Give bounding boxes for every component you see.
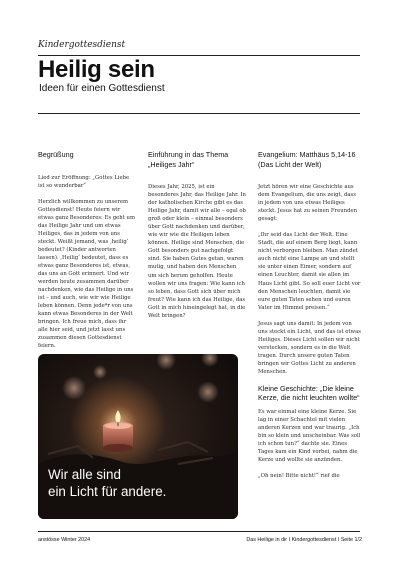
- evangelium-heading: Evangelium: Matthäus 5,14-16 (Das Licht der Welt): [258, 150, 356, 169]
- evangelium-intro: Jetzt hören wir eine Geschichte aus dem Evangelium, die uns zeigt, dass in jedem von uns etwas Heiliges steckt. Jesus hat zu seinen Freunden gesagt:: [258, 184, 358, 223]
- begruessung-lied: Lied zur Eröffnung: „Gottes Liebe ist so wunderbar“: [38, 174, 130, 189]
- story-text-continued: „Oh nein! Bitte nicht!“ rief die: [258, 473, 340, 480]
- footer-left: anstösse Winter 2024: [38, 537, 91, 543]
- column-evangelium: [258, 150, 362, 488]
- page-subtitle: Ideen für einen Gottesdienst: [39, 83, 165, 94]
- footer-right: Das Heilige in dir I Kindergottesdienst I Seite 1/2: [246, 537, 362, 543]
- story-heading: Kleine Geschichte: „Die kleine Kerze, die nicht leuchten wollte“: [258, 384, 360, 403]
- caption-line-1: Wir alle sind: [48, 467, 121, 483]
- einfuehrung-heading: Einführung in das Thema „Heiliges Jahr“: [148, 150, 229, 169]
- candle-photo: [38, 354, 238, 519]
- einfuehrung-text: Dieses Jahr, 2025, ist ein besonderes Jahr, das Heilige Jahr. In der katholischen Kirche gibt es das Heilige Jahr, damit wir alle – egal ob groß oder klein – einmal besonders über Gott nachdenken und darüber, wie wir wie die Heiligen leben können. Heilige sind Menschen, die Gott besonders gut nachgefolgt sind. Sie haben Gutes getan, waren mutig, und haben den Menschen um sich herum geholfen. Heute wollen wir uns fragen: Wie kann ich so leben, dass Gott sich über mich freut? Wie kann ich das Heilige, das Gott in mich hineingelegt hat, in die Welt bringen?: [148, 184, 246, 319]
- evangelium-explanation: Jesus sagt uns damit: In jedem von uns steckt ein Licht, und das ist etwas Heiliges. Dieses Licht sollen wir nicht verstecken, sondern es in die Welt tragen. Durch unsere guten Taten bringen wir Gottes Licht zu anderen Menschen.: [258, 320, 361, 375]
- evangelium-quote: „Ihr seid das Licht der Welt. Eine Stadt, die auf einem Berg liegt, kann nicht verborgen bleiben. Man zündet auch nicht eine Lampe an und stellt sie unter einen Eimer, sondern auf einen Leuchter, damit sie allen im Haus Licht gibt. So soll euer Licht vor den Menschen leuchten, damit sie eure guten Taten sehen und euren Vater im Himmel preisen.“: [258, 232, 361, 311]
- header-kicker: Kindergottesdienst: [38, 40, 126, 50]
- column-einfuehrung: [148, 150, 246, 328]
- page-title: Heilig sein: [38, 56, 155, 83]
- photo-caption: [48, 467, 166, 501]
- story-text: Es war einmal eine kleine Kerze. Sie lag in einer Schachtel mit vielen anderen Kerzen und war traurig. „Ich bin so klein und unscheinbar. Was soll ich schon tun?“ dachte sie. Eines Tages kam ein Kind vorbei, nahm die Kerze und wollte sie anzünden.: [258, 409, 361, 464]
- caption-line-2: ein Licht für andere.: [48, 484, 167, 500]
- footer-rule: [38, 531, 360, 532]
- begruessung-heading: Begrüßung: [38, 150, 74, 159]
- column-begruessung: [38, 150, 136, 358]
- title-rule: [38, 113, 360, 114]
- begruessung-text: Herzlich willkommen zu unserem Gottesdienst! Heute feiern wir etwas ganz Besonderes: Es geht um das Heilige Jahr und um etwas Heiliges, das in jedem von uns steckt. Weißt jemand, was ‚heilig‘ bedeutet? (Kinder antworten lassen). ‚Heilig‘ bedeutet, dass es etwas ganz Besonderes ist, etwas, das uns an Gott erinnert. Und wir werden heute zusammen darüber nachdenken, wie das Heilige in uns ist – und auch, wie wir wie Heilige leben können. Denn jede*r von uns kann etwas Besonderes in der Welt bringen. Ich freue mich, dass ihr alle hier seid, und jetzt lasst uns zusammen diesen Gottesdienst feiern.: [38, 198, 135, 350]
